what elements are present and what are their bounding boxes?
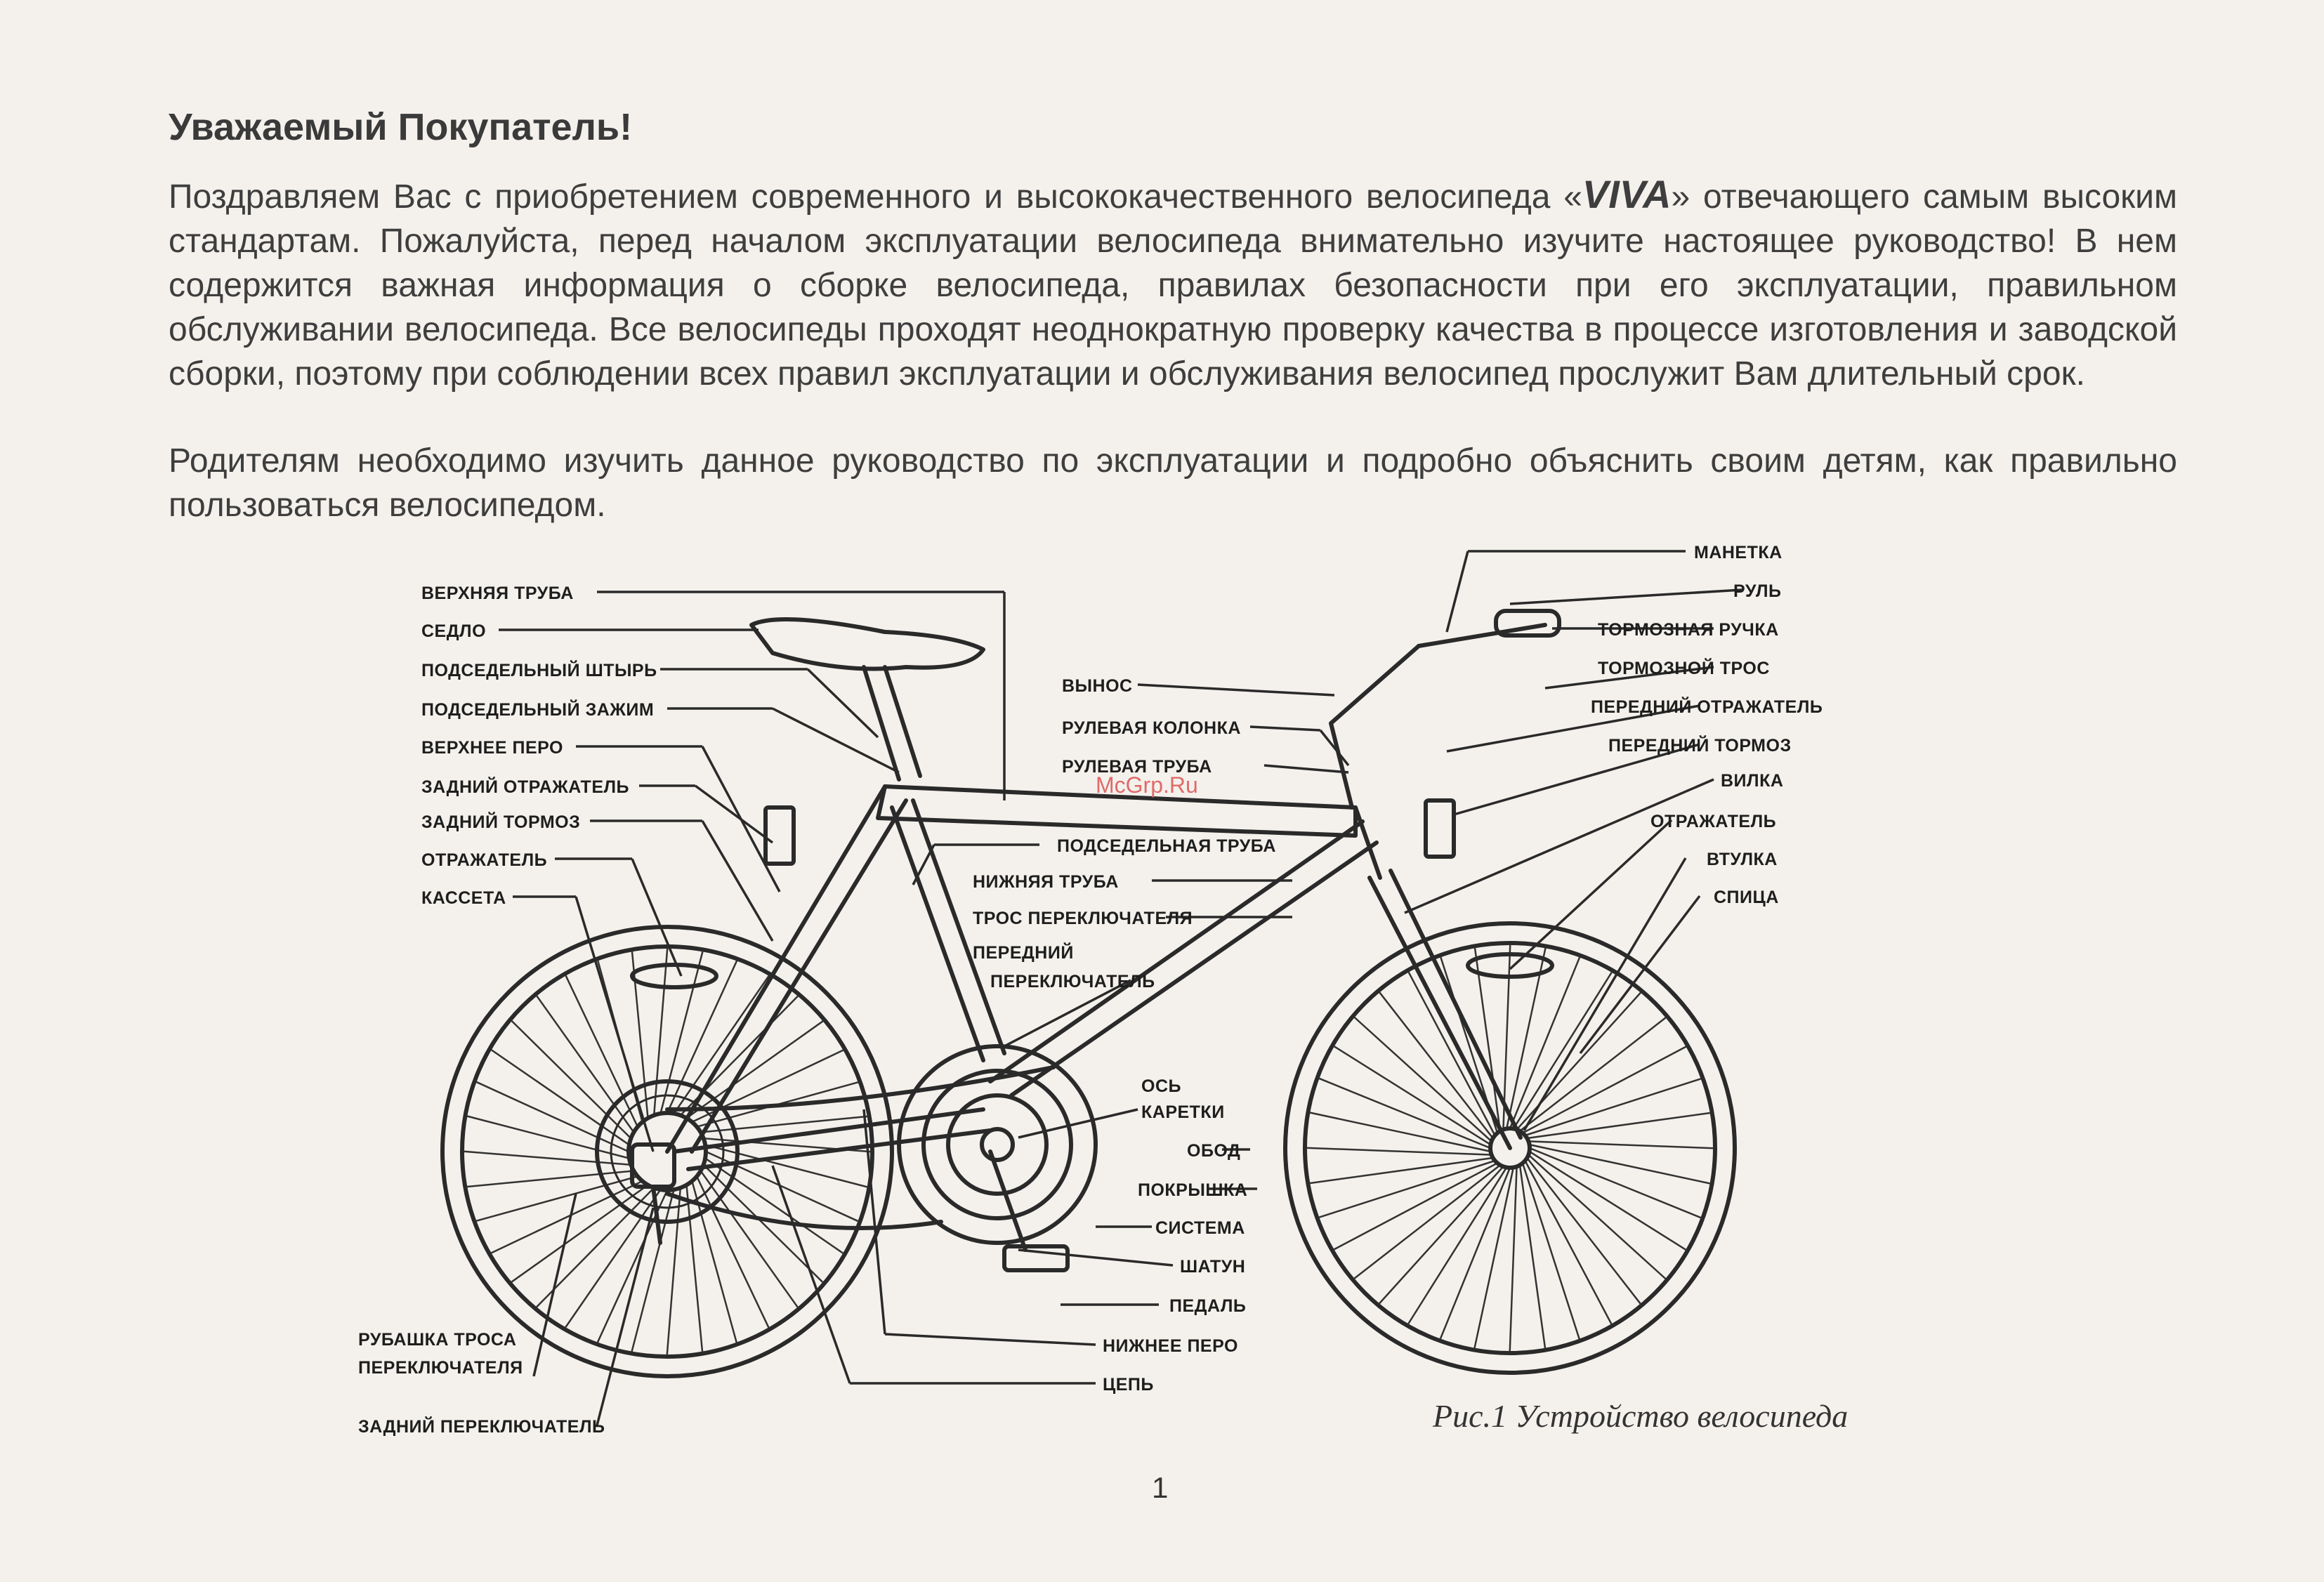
wheel-spoke (1517, 992, 1641, 1130)
label-rim: ОБОД (1187, 1141, 1241, 1161)
label-front-derailleur-2: ПЕРЕКЛЮЧАТЕЛЬ (990, 972, 1155, 991)
wheel-spoke (1514, 972, 1612, 1128)
label-chain: ЦЕПЬ (1103, 1375, 1154, 1395)
label-rear-derailleur: ЗАДНИЙ ПЕРЕКЛЮЧАТЕЛЬ (358, 1417, 605, 1437)
label-crank-arm: ШАТУН (1180, 1257, 1246, 1277)
label-stem: ВЫНОС (1062, 676, 1133, 696)
label-handlebar: РУЛЬ (1733, 581, 1782, 601)
label-chain-stay: НИЖНЕЕ ПЕРО (1103, 1336, 1238, 1356)
label-brake-cable: ТОРМОЗНОЙ ТРОС (1598, 659, 1770, 678)
label-headset: РУЛЕВАЯ КОЛОНКА (1062, 718, 1241, 738)
label-top-tube: ВЕРХНЯЯ ТРУБА (421, 584, 574, 603)
label-derailleur-cable: ТРОС ПЕРЕКЛЮЧАТЕЛЯ (973, 909, 1193, 928)
wheel-spoke (1528, 1155, 1666, 1279)
label-tire: ПОКРЫШКА (1138, 1180, 1248, 1200)
label-cassette: КАССЕТА (421, 888, 506, 908)
wheel-spoke (667, 1188, 681, 1355)
wheel-spoke (1528, 1141, 1714, 1148)
wheel-spoke (1319, 1079, 1490, 1148)
label-front-brake: ПЕРЕДНИЙ ТОРМОЗ (1608, 736, 1792, 756)
label-front-derailleur-1: ПЕРЕДНИЙ (973, 943, 1074, 963)
label-pedal: ПЕДАЛЬ (1169, 1296, 1247, 1316)
label-crankset: СИСТЕМА (1155, 1218, 1245, 1238)
wheel-spoke (1379, 1166, 1503, 1304)
label-front-reflector: ПЕРЕДНИЙ ОТРАЖАТЕЛЬ (1591, 697, 1823, 717)
label-bb-axle-1: ОСЬ (1141, 1076, 1181, 1096)
part-labels (358, 543, 1823, 1437)
wheel-spoke (1530, 1152, 1686, 1250)
label-hub: ВТУЛКА (1707, 850, 1778, 869)
label-saddle: СЕДЛО (421, 621, 487, 641)
label-shifter: МАНЕТКА (1694, 543, 1783, 562)
wheel-spoke (1510, 1166, 1517, 1352)
label-seatpost: ПОДСЕДЕЛЬНЫЙ ШТЫРЬ (421, 661, 657, 680)
label-seat-stay: ВЕРХНЕЕ ПЕРО (421, 738, 563, 758)
wheel-spoke (1334, 1046, 1490, 1145)
label-brake-lever: ТОРМОЗНАЯ РУЧКА (1598, 620, 1779, 640)
wheel-spoke (1440, 1168, 1510, 1339)
wheel-spoke (1408, 1168, 1506, 1324)
wheel-spoke (1306, 1148, 1492, 1155)
label-rear-brake: ЗАДНИЙ ТОРМОЗ (421, 812, 581, 832)
wheel-spoke (654, 948, 667, 1115)
wheel-spoke (511, 1020, 631, 1138)
label-seatpost-clamp: ПОДСЕДЕЛЬНЫЙ ЗАЖИМ (421, 700, 655, 720)
label-cable-housing-1: РУБАШКА ТРОСА (358, 1330, 517, 1350)
label-fork: ВИЛКА (1721, 771, 1784, 791)
wheel-spoke (1309, 1112, 1490, 1151)
page-number: 1 (1152, 1471, 1169, 1504)
label-seat-tube: ПОДСЕДЕЛЬНАЯ ТРУБА (1057, 836, 1276, 856)
wheel-spoke (1510, 957, 1580, 1128)
parents-paragraph: Родителям необходимо изучить данное руководство по эксплуатации и подробно объяснить своим детям, как правильно пользоваться велосипедом. (169, 442, 2177, 524)
label-reflector-left: ОТРАЖАТЕЛЬ (421, 850, 548, 870)
brand-name: VIVA (1582, 172, 1672, 216)
label-spoke: СПИЦА (1714, 888, 1779, 907)
wheel-spoke (1530, 1145, 1711, 1183)
label-bb-axle-2: КАРЕТКИ (1141, 1102, 1225, 1122)
wheel-spoke (464, 1152, 631, 1165)
figure-caption: Рис.1 Устройство велосипеда (1433, 1398, 1849, 1434)
label-down-tube: НИЖНЯЯ ТРУБА (973, 872, 1119, 892)
watermark: McGrp.Ru (1096, 772, 1198, 798)
intro-text-start: Поздравляем Вас с приобретением современного и высококачественного велосипеда « (169, 178, 1582, 216)
label-cable-housing-2: ПЕРЕКЛЮЧАТЕЛЯ (358, 1358, 523, 1378)
intro-text-end: » отвечающего самым высоким стандартам. Пожалуйста, перед началом эксплуатации велосипеда внимательно изучите настоящее руководство! В нем содержится важная информация о сборке велосипеда, правилах безопасности при его эксплуатации, правильном обслуживании велосипеда. Все велосипеды проходят неоднократную проверку качества в процессе изготовления и заводской сборки, поэтому при соблюдении всех правил эксплуатации и обслуживания велосипед прослужит Вам длительный срок. (169, 178, 2177, 393)
label-rear-reflector: ЗАДНИЙ ОТРАЖАТЕЛЬ (421, 777, 629, 797)
wheel-spoke (1530, 1148, 1701, 1218)
page-heading: Уважаемый Покупатель! (169, 106, 633, 148)
label-head-tube: РУЛЕВАЯ ТРУБА (1062, 757, 1212, 777)
label-reflector-right: ОТРАЖАТЕЛЬ (1650, 812, 1777, 831)
wheel-spoke (1474, 1168, 1513, 1349)
